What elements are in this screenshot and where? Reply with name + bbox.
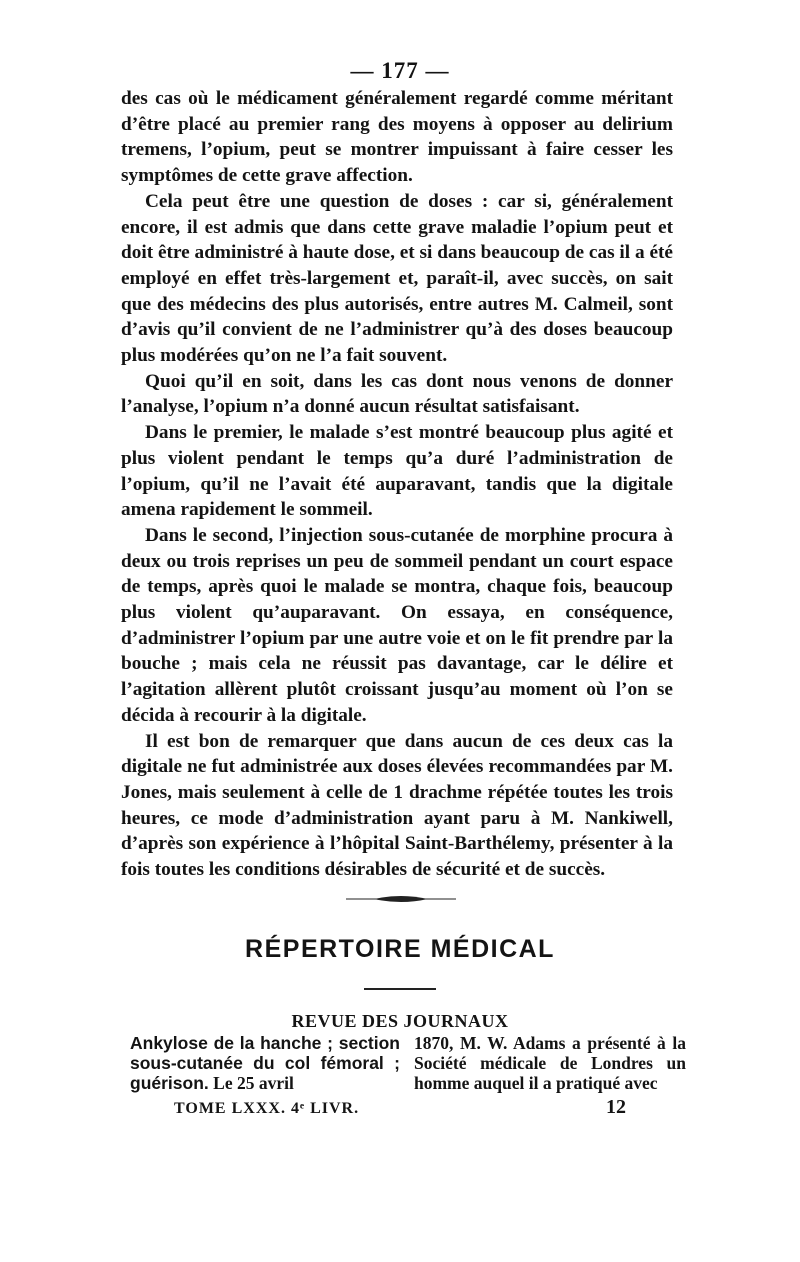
paragraph-6: Il est bon de remarquer que dans aucun de ces deux cas la digitale ne fut administrée aux doses élevées recommandées par M. Jones, mais seulement à celle de 1 drachme répétée toutes les trois heures, ce mode d’administration ayant paru à M. Nankiwell, d’après son expérience à l’hôpital Saint-Barthélemy, présenter à la fois toutes les conditions désirables de sécurité et de succès. xyxy=(121,730,673,881)
paragraph-4: Dans le premier, le malade s’est montré beaucoup plus agité et plus violent pendant le temps qu’a duré l’administration de l’opium, qu’il ne l’avait été auparavant, tandis que la digitale amena rapidement le sommeil. xyxy=(121,422,673,521)
body-text xyxy=(121,86,673,883)
right-column xyxy=(414,1033,686,1093)
article-intro xyxy=(130,1033,400,1093)
ornament-divider-icon xyxy=(346,892,456,906)
page-number: — 177 — xyxy=(350,58,450,83)
left-column xyxy=(130,1033,400,1093)
article-title: Ankylose de la hanche ; section sous-cutanée du col fémoral ; guérison. xyxy=(130,1033,400,1093)
section-heading: RÉPERTOIRE MÉDICAL xyxy=(245,935,555,963)
paragraph-2: Cela peut être une question de doses : car si, généralement encore, il est admis que dans cette grave maladie l’opium peut et doit être administré à haute dose, et si dans beaucoup de cas il a été employé en effet très-largement et, paraît-il, avec succès, on sait que des médecins des plus autorisés, entre autres M. Calmeil, sont d’avis qu’il convient de ne l’administrer qu’à des doses beaucoup plus modérées qu’on ne l’a fait souvent. xyxy=(121,190,673,367)
paragraph-1: des cas où le médicament généralement regardé comme méritant d’être placé au premier rang des moyens à opposer au delirium tremens, l’opium, peut se montrer impuissant à faire cesser les symptômes de cette grave affection. xyxy=(121,88,673,187)
heading-rule xyxy=(364,988,436,990)
paragraph-3: Quoi qu’il en soit, dans les cas dont nous venons de donner l’analyse, l’opium n’a donné aucun résultat satisfaisant. xyxy=(121,370,673,418)
section-subheading: REVUE DES JOURNAUX xyxy=(291,1011,509,1031)
sheet-number: 12 xyxy=(606,1096,626,1118)
article-text-left: Le 25 avril xyxy=(213,1073,294,1093)
signature-mark: TOME LXXX. 4ᵉ LIVR. xyxy=(174,1100,360,1117)
article-text-right: 1870, M. W. Adams a présenté à la Société médicale de Londres un homme auquel il a pratiqué avec xyxy=(414,1033,686,1093)
paragraph-5: Dans le second, l’injection sous-cutanée de morphine procura à deux ou trois reprises un peu de sommeil pendant un court espace de temps, après quoi le malade se montra, chaque fois, beaucoup plus violent qu’auparavant. On essaya, en conséquence, d’administrer l’opium par une autre voie et on le fit prendre par la bouche ; mais cela ne réussit pas davantage, car le délire et l’agitation allèrent plutôt croissant jusqu’au moment où l’on se décida à recourir à la digitale. xyxy=(121,524,673,726)
